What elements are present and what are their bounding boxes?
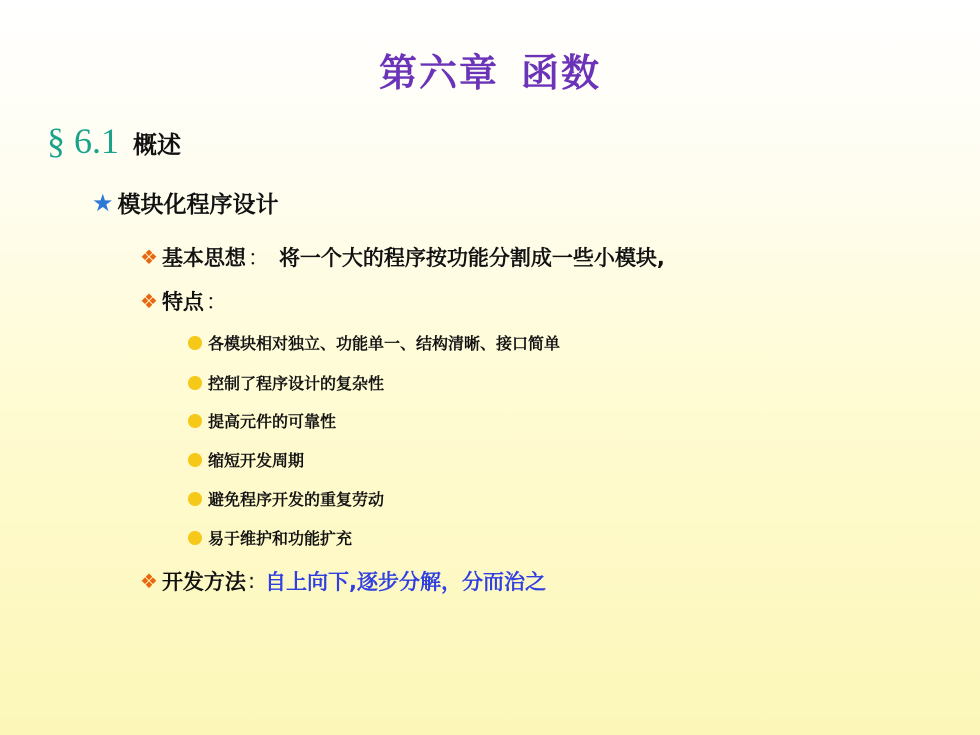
- features-item: [140, 286, 237, 316]
- title-part1: 第六章: [378, 50, 499, 95]
- idea-colon: ：: [247, 246, 269, 270]
- yellow-dot-icon: [188, 531, 202, 545]
- yellow-dot-icon: [188, 453, 202, 467]
- yellow-dot-icon: [188, 492, 202, 506]
- feature-text: 易于维护和功能扩充: [208, 529, 353, 548]
- feature-text: 避免程序开发的重复劳动: [208, 490, 385, 509]
- list-item: [188, 409, 336, 432]
- method-label: 开发方法: [161, 570, 246, 594]
- features-colon: ：: [205, 290, 227, 314]
- list-item: [188, 448, 304, 471]
- list-item: [188, 371, 384, 394]
- section-heading: [47, 120, 181, 162]
- heading-text: 模块化程序设计: [117, 192, 279, 218]
- method-item: [140, 566, 546, 596]
- feature-text: 控制了程序设计的复杂性: [208, 374, 385, 393]
- feature-text: 提高元件的可靠性: [208, 412, 337, 431]
- list-item: [188, 487, 384, 510]
- yellow-dot-icon: [188, 414, 202, 428]
- method-colon: :: [247, 569, 256, 593]
- level1-heading: [92, 186, 279, 219]
- star-icon: ★: [92, 188, 114, 217]
- list-item: [188, 331, 560, 354]
- features-label: 特点: [161, 290, 204, 314]
- section-number: § 6.1: [47, 121, 119, 161]
- yellow-dot-icon: [188, 376, 202, 390]
- idea-text: 将一个大的程序按功能分割成一些小模块,: [278, 246, 665, 270]
- idea-label: 基本思想: [161, 246, 246, 270]
- feature-text: 缩短开发周期: [208, 451, 305, 470]
- list-item: [188, 526, 352, 549]
- diamond-bullet-icon: ❖: [140, 289, 158, 313]
- feature-text: 各模块相对独立、功能单一、结构清晰、接口简单: [208, 334, 561, 353]
- diamond-bullet-icon: ❖: [140, 569, 158, 593]
- method-text: 自上向下,逐步分解，分而治之: [265, 570, 546, 594]
- section-label: 概述: [133, 131, 181, 159]
- diamond-bullet-icon: ❖: [140, 245, 158, 269]
- title-part2: 函数: [521, 50, 602, 95]
- yellow-dot-icon: [188, 336, 202, 350]
- slide-title: [0, 42, 980, 97]
- idea-item: [140, 242, 665, 272]
